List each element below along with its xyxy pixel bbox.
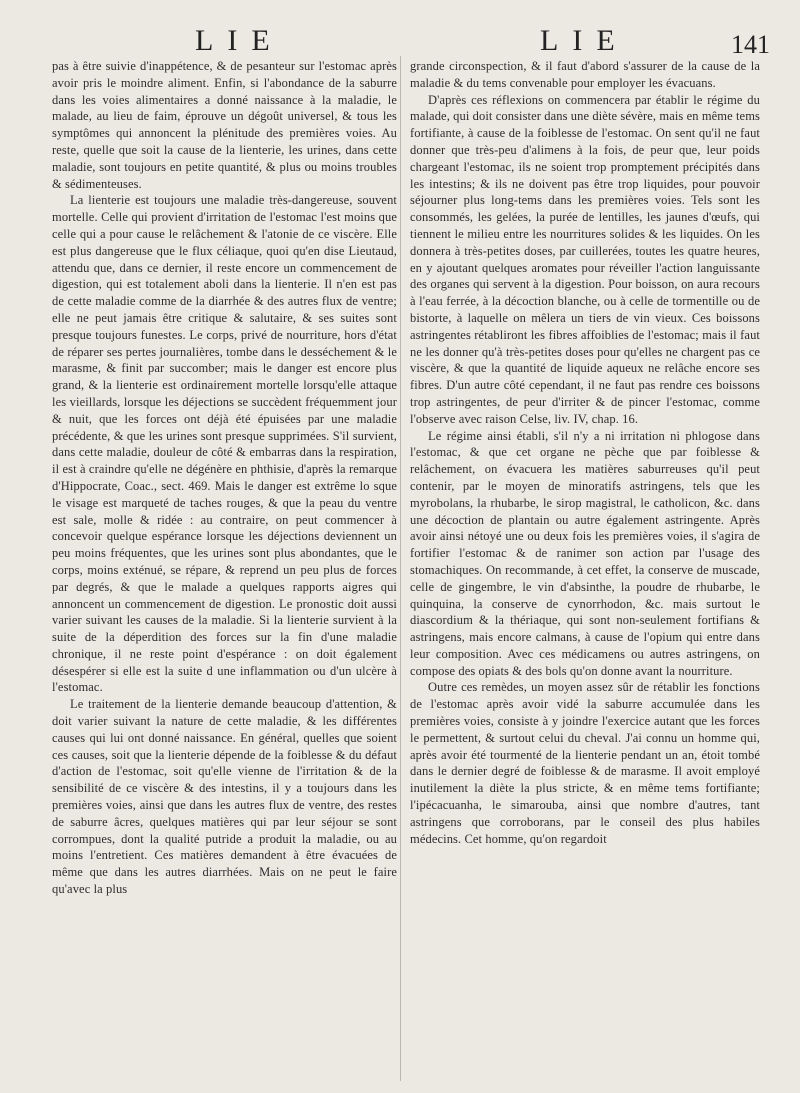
- page-number: 141: [731, 30, 770, 59]
- right-paragraph-2: D'après ces réflexions on commencera par établir le régime du malade, qui doit consister dans une diète sévère, mais en même tems fortifiante, à cause de la foiblesse de l'estomac. On sent qu'il ne faut donner que très-peu d'alimens à la fois, de peur que, leur poids chargeant l'estomac, ils ne soient trop promptement précipités dans les intestins; & ils ne doivent pas être trop liquides, pour pouvoir séjourner plus long-tems dans les premières voies. Tels sont les consommés, les gelées, la purée de lentilles, les jaunes d'œufs, qui tiennent le milieu entre les nourritures solides & les liquides. On les donnera à très-petites doses, par cuillerées, toutes les quatre heures, en y ajoutant quelques aromates pour réveiller l'action languissante des organes qui servent à la digestion. Pour boisson, on aura recours à l'eau ferrée, à la décoction blanche, ou à celle de tormentille ou de bistorte, à laquelle on mêlera un tiers de vin vieux. Ces boissons astringentes rétabliront les fibres affoiblies de l'estomac; mais il faut ne les donner qu'à très-petites doses pour qu'elles ne chargent pas ce viscère, & que la quantité de liquide aqueux ne relâche encore ses fibres. D'un autre côté cependant, il ne faut pas rendre ces boissons trop astringentes, de peur d'irriter & de pincer l'estomac, comme l'observe avec raison Celse, liv. IV, chap. 16.: [410, 92, 760, 426]
- running-head-left: LIE: [195, 24, 284, 57]
- left-paragraph-3: Le traitement de la lienterie demande beaucoup d'attention, & doit varier suivant la nature de cette maladie, & les différentes causes qui lui ont donné naissance. En général, quelles que soient ces causes, soit que la lienterie dépende de la foiblesse & du défaut d'action de l'estomac, soit qu'elle vienne de l'irritation & de la sensibilité de ce viscère & des intestins, il y a toujours dans les premières voies, ainsi que dans les autres flux de ventre, des restes de saburre âcres, quelques matières qui par leur séjour se sont corrompues, dont la qualité putride a produit la maladie, ou au moins l'entretient. Ces matières demandent à être évacuées de même que dans les autres diarrhées. Mais on ne peut le faire qu'avec la plus: [52, 697, 397, 897]
- right-column: [410, 58, 760, 1078]
- left-paragraph-1: pas à être suivie d'inappétence, & de pesanteur sur l'estomac après avoir pris le moindre aliment. Enfin, si l'abondance de la saburre dans les voies alimentaires a donné naissance à la maladie, le malade, au lieu de faim, éprouve un dégoût universel, & tous les symptômes qui annoncent la plénitude des premières voies. Au reste, quelle que soit la cause de la lienterie, les urines, dans cette maladie, sont toujours en petite quantité, & plus ou moins troubles & sédimenteuses.: [52, 59, 397, 191]
- right-paragraph-4: Outre ces remèdes, un moyen assez sûr de rétablir les fonctions de l'estomac après avoir vidé la saburre accumulée dans les premières voies, consiste à y joindre l'exercice autant que les forces le permettent, & surtout celui du cheval. J'ai connu un homme qui, après avoir été tourmenté de la lienterie pendant un an, étoit tombé dans le dernier degré de foiblesse & de marasme. Il avoit employé inutilement la diète la plus stricte, & en même tems fortifiante; l'ipécacuanha, le simarouba, ainsi que nombre d'autres, tant astringens que corroborans, par le conseil des plus habiles médecins. Cet homme, qu'on regardoit: [410, 680, 760, 846]
- left-column: [52, 58, 397, 1078]
- left-paragraph-2: La lienterie est toujours une maladie très-dangereuse, souvent mortelle. Celle qui provient d'irritation de l'estomac l'est moins que celle qui a pour cause le relâchement & l'atonie de ce viscère. Elle est plus dangereuse que le flux céliaque, quoi qu'en dise Lieutaud, attendu que, dans ce dernier, il reste encore un commencement de digestion, qui est totalement aboli dans la lienterie. Il n'en est pas de cette maladie comme de la diarrhée & des autres flux de ventre; elle ne peut jamais être critique & salutaire, & ses suites sont presque toujours funestes. Le corps, privé de nourriture, hors d'état de réparer ses pertes journalières, tombe dans le desséchement & le marasme, & finit par succomber; mais le danger est encore plus grand, & la lienterie est ordinairement mortelle lorsqu'elle attaque les vieillards, lorsque les déjections se succèdent fréquemment jour & nuit, que les forces ont déjà été épuisées par une maladie précédente, & que les urines sont presque supprimées. S'il survient, dans cette maladie, douleur de côté & embarras dans la respiration, il est à craindre qu'elle ne dégénère en phthisie, d'après la remarque d'Hippocrate, Coac., sect. 469. Mais le danger est extrême lo sque le visage est marqueté de taches rouges, & que la peau du ventre est sale, molle & ridée : au contraire, on peut commencer à concevoir quelque espérance lorsque les déjections deviennent un peu moins fréquentes, que les urines sont plus abondantes, que le corps, moins exténué, se répare, & reprend un peu plus de forces par degrés, & que le malade a quelques rapports aigres qui annoncent un commencement de digestion. Le pronostic doit aussi varier suivant les causes de la maladie. Si la lienterie survient à la suite de la déperdition des forces sur la fin d'une maladie chronique, il ne reste point d'espérance : on doit également désespérer si elle est la suite d une inflammation ou d'un ulcère à l'estomac.: [52, 193, 397, 695]
- right-paragraph-3: Le régime ainsi établi, s'il n'y a ni irritation ni phlogose dans l'estomac, & que cet organe ne pèche que par foiblesse & relâchement, on évacuera les matières saburreuses qu'il peut contenir, par le moyen de minoratifs astringens, tels que les myrobolans, la rhubarbe, le sirop magistral, le catholicon, &c. dans une décoction de plantain ou autre également astringente. Après avoir ainsi nétoyé une ou deux fois les premières voies, il s'agira de fortifier l'estomac & de ranimer son action par l'usage des stomachiques. On recommande, à cet effet, la conserve de muscade, celle de gingembre, le vin d'absinthe, la poudre de rhubarbe, le quinquina, la conserve de cynorrhodon, &c. mais surtout le diascordium & la thériaque, qui sont non-seulement fortifians & astringens, mais encore calmans, à cause de l'opium qui entre dans leur composition. Avec ces médicamens ou autres astringens, on compose des opiats & des bols qu'on donne avant la nourriture.: [410, 428, 760, 678]
- column-divider: [400, 56, 401, 1081]
- running-head-right: LIE: [540, 24, 629, 57]
- right-paragraph-1: grande circonspection, & il faut d'abord s'assurer de la cause de la maladie & du tems convenable pour employer les évacuans.: [410, 59, 760, 90]
